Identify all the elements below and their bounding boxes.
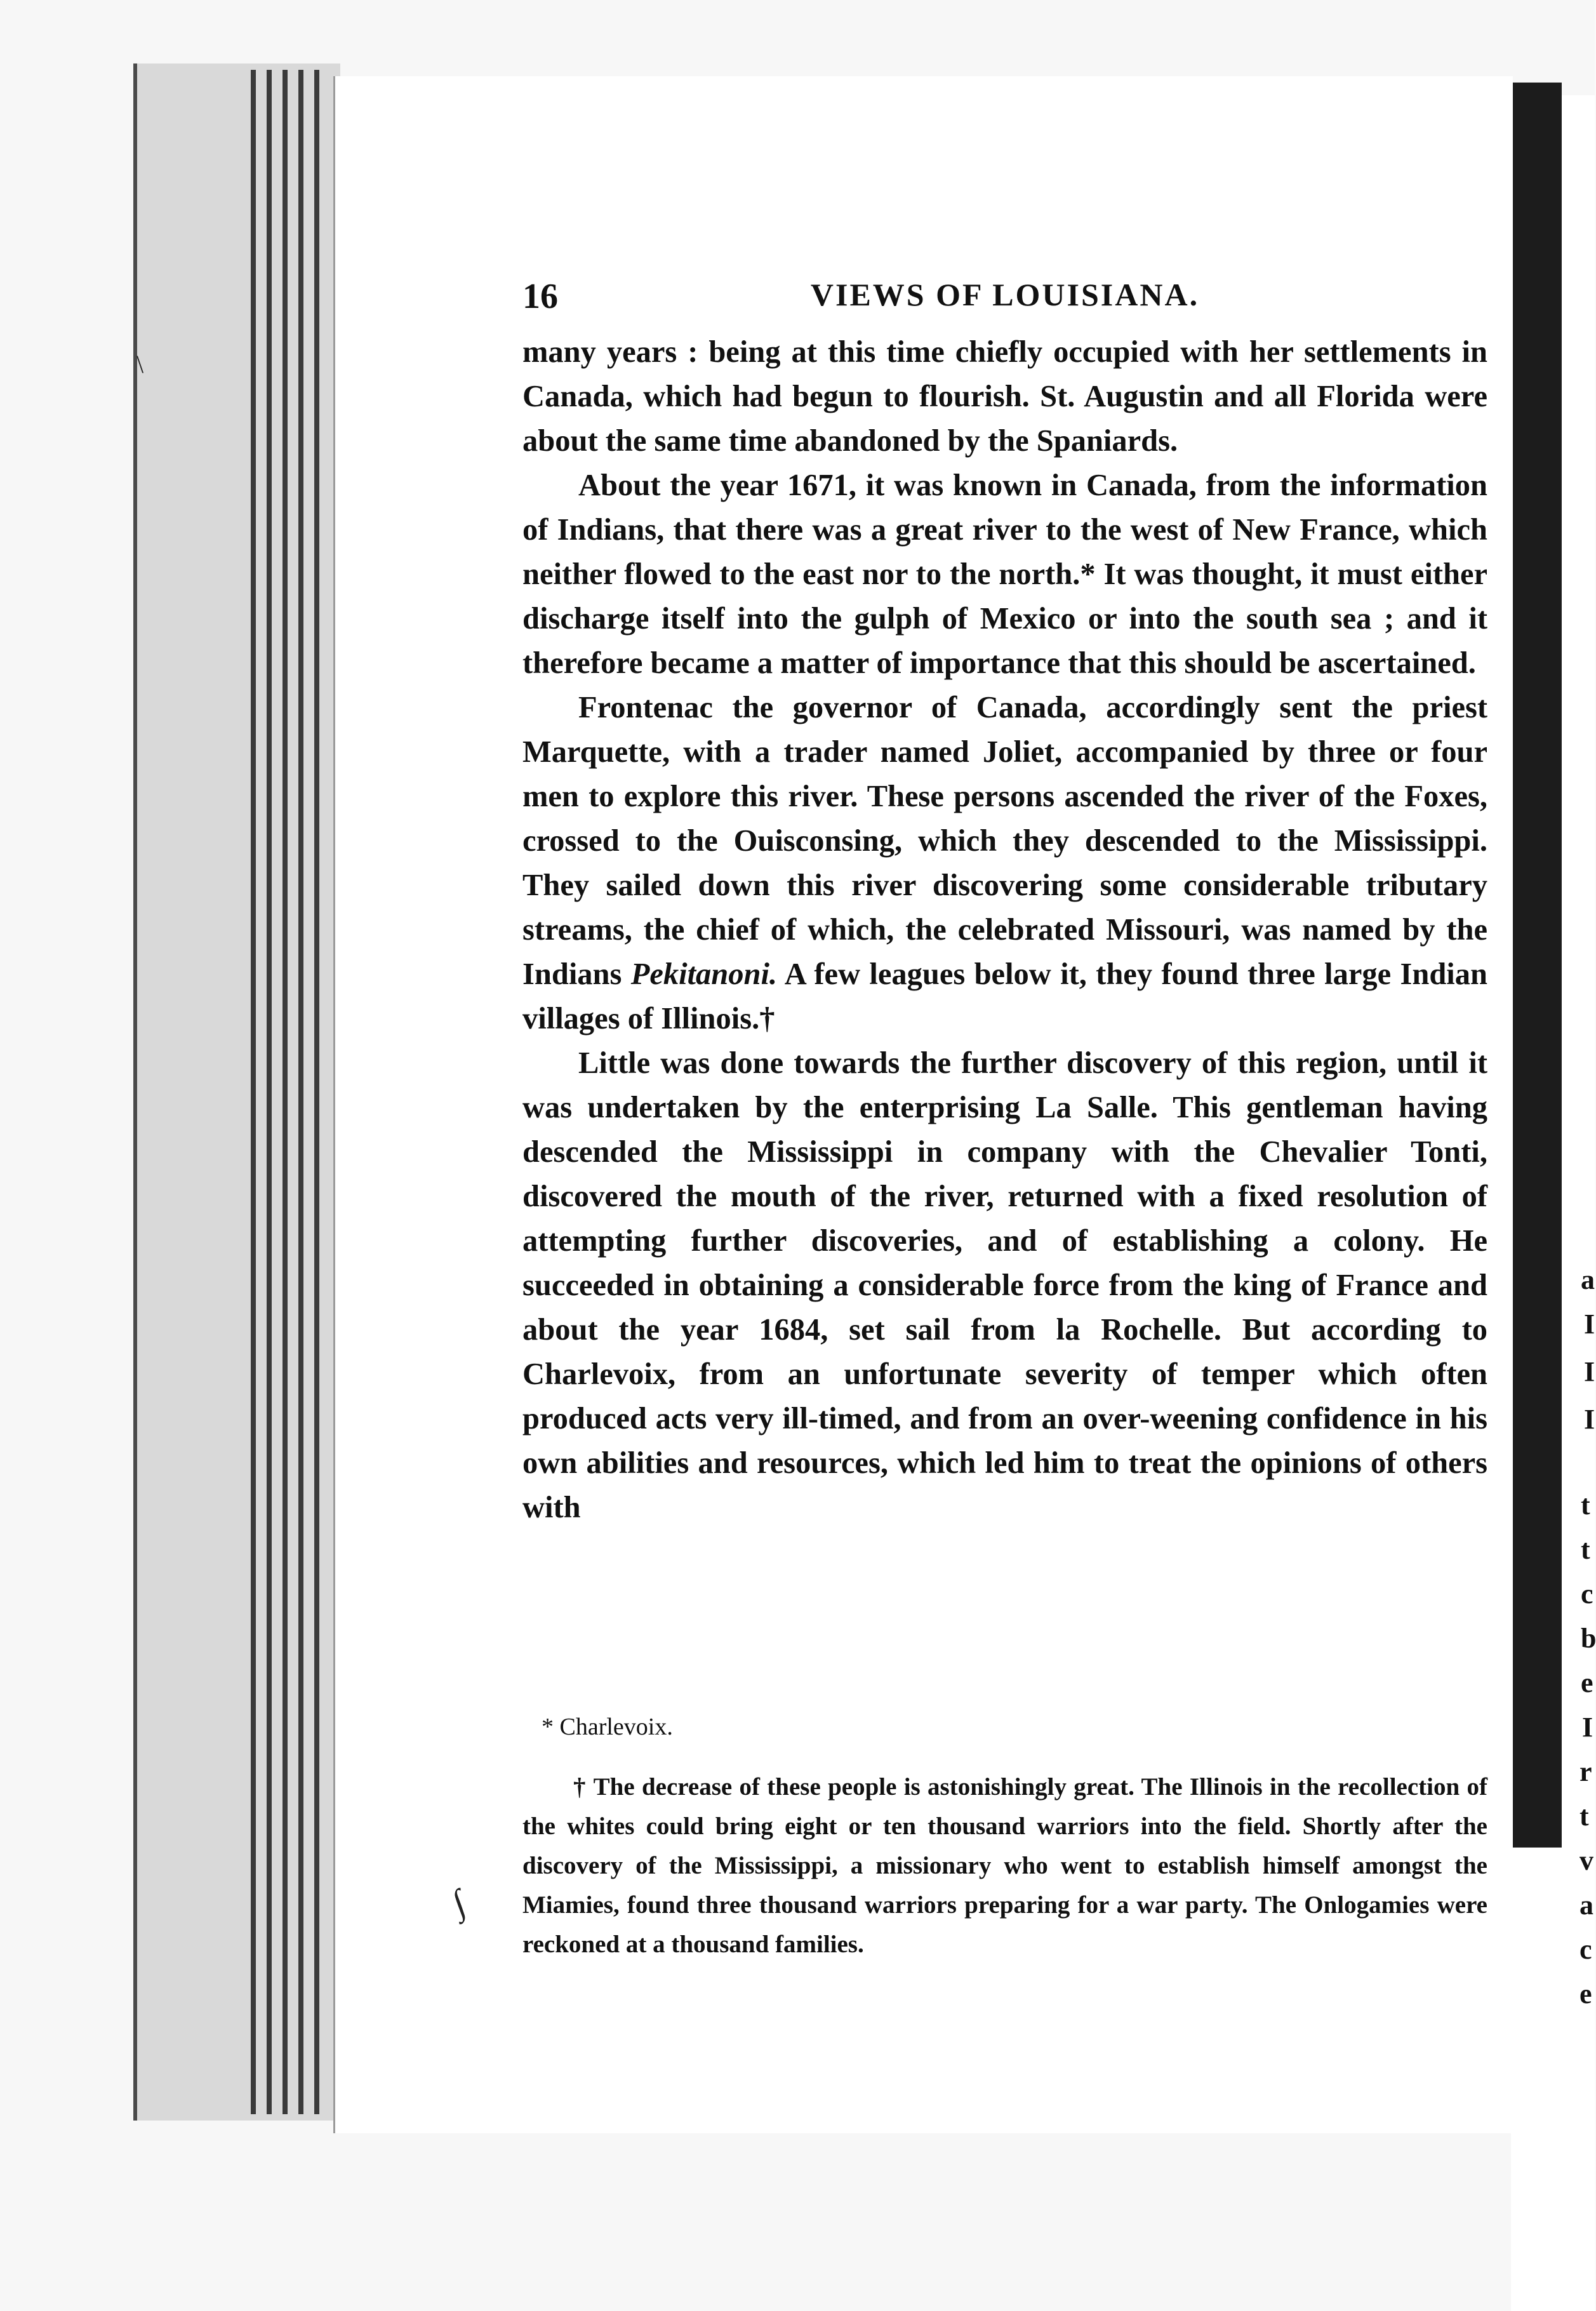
page-number: 16: [522, 277, 558, 316]
running-head: VIEWS OF LOUISIANA.: [810, 277, 1200, 312]
facing-page-letter: e: [1581, 1667, 1593, 1698]
facing-page-letter: a: [1579, 1889, 1593, 1921]
gutter-tick-mark: \: [136, 350, 144, 378]
paragraph: [522, 686, 1487, 1041]
facing-page-letter: I: [1582, 1712, 1593, 1743]
footnotes: [522, 1708, 1487, 1964]
paragraph: About the year 1671, it was known in Canada, from the information of Indians, that there was a great river to the west of New France, which neither flowed to the east nor to the north.* It was thought, it must either discharge itself into the gulph of Mexico or into the south sea ; and it therefore became a matter of importance that this should be ascertained.: [522, 469, 1487, 680]
book-page: [333, 76, 1513, 2133]
footnote-dagger: † The decrease of these people is astonishingly great. The Illinois in the recollection of the whites could bring eight or ten thousand warriors into the field. Shortly after the discovery of the Mississippi, a missionary who went to establish himself amongst the Miamies, found three thousand warriors preparing for a war party. The Onlogamies were reckoned at a thousand families.: [522, 1773, 1487, 1958]
page-edge-line: [283, 70, 288, 2114]
paragraph: many years : being at this time chiefly occupied with her settlements in Canada, which had begun to flourish. St. Augustin and all Florida were about the same time abandoned by the Spaniards.: [522, 335, 1487, 458]
margin-pencil-mark: ∫: [447, 1882, 470, 1923]
page-edges: [133, 63, 340, 2121]
facing-page-letter: r: [1579, 1756, 1592, 1787]
page-edge-line: [314, 70, 319, 2114]
paragraph: Little was done towards the further discovery of this region, until it was undertaken by the enterprising La Salle. This gentleman having descended the Mississippi in company with the Chevalier Tonti, discovered the mouth of the river, returned with a fixed resolution of attempting further discoveries, and of establishing a colony. He succeeded in obtaining a considerable force from the king of France and about the year 1684, set sail from la Rochelle. But according to Charlevoix, from an unfortunate severity of temper which often produced acts very ill-timed, and from an over-weening confidence in his own abilities and resources, which led him to treat the opinions of others with: [522, 1046, 1487, 1524]
facing-page-letter: I: [1584, 1309, 1595, 1340]
facing-page-letter: t: [1581, 1489, 1590, 1521]
body-text: [522, 330, 1487, 1530]
paragraph-text: A few leagues below it, they found three large Indian villages of Illinois.†: [522, 957, 1487, 1036]
page-edge-line: [267, 70, 272, 2114]
facing-page-letter: a: [1581, 1264, 1595, 1295]
facing-page-letter: t: [1581, 1534, 1590, 1565]
facing-page-letter: v: [1579, 1845, 1593, 1876]
footnote-star: * Charlevoix.: [542, 1714, 673, 1740]
facing-page-letter: b: [1581, 1623, 1596, 1654]
facing-page-letter: c: [1579, 1934, 1592, 1965]
spine-shadow: [1505, 83, 1562, 1848]
page-header: [522, 276, 1487, 333]
facing-page-letter: e: [1579, 1978, 1592, 2009]
facing-page-letter: I: [1584, 1356, 1595, 1387]
page-edge-line: [298, 70, 303, 2114]
paragraph-text: Frontenac the governor of Canada, accordingly sent the priest Marquette, with a trader named Joliet, accompanied by three or four men to explore this river. These persons ascended the river of the Foxes, crossed to the Ouisconsing, which they descended to the Mississippi. They sailed down this river discovering some considerable tributary streams, the chief of which, the celebrated Missouri, was named by the Indians: [522, 691, 1487, 991]
facing-page-letter: I: [1584, 1404, 1595, 1435]
italic-term: Pekitanoni.: [630, 957, 778, 991]
facing-page-letter: t: [1579, 1801, 1589, 1832]
facing-page-letter: c: [1581, 1578, 1593, 1609]
page-edge-line: [251, 70, 256, 2114]
